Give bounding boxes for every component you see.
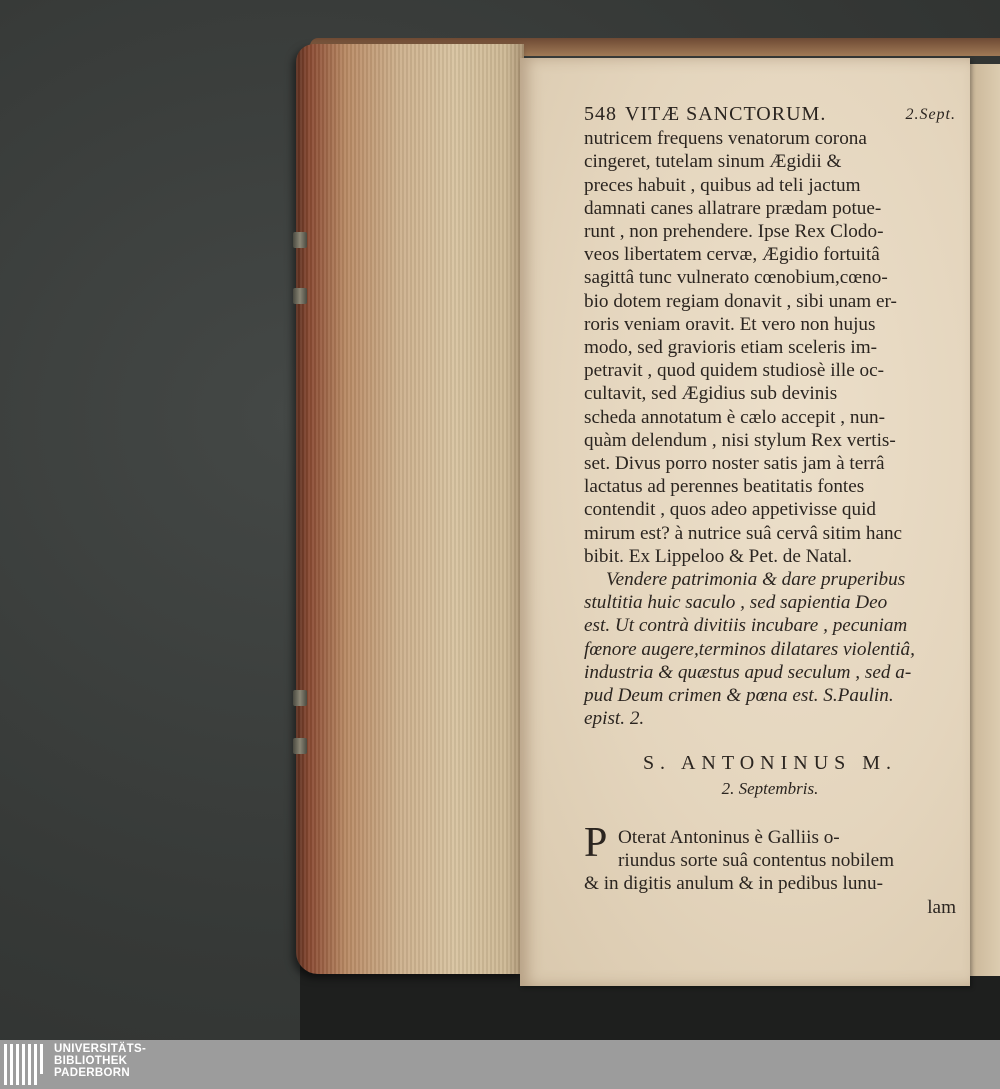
running-header xyxy=(584,103,956,126)
text-line: cultavit, sed Ægidius sub devinis xyxy=(584,383,838,405)
page-number: 548 xyxy=(584,103,617,125)
italic-line: pud Deum crimen & pœna est. S.Paulin. xyxy=(584,685,894,707)
text-line: quàm delendum , nisi stylum Rex vertis- xyxy=(584,429,896,451)
text-line: nutricem frequens venatorum corona xyxy=(584,128,867,150)
text-line: bibit. Ex Lippeloo & Pet. de Natal. xyxy=(584,545,853,567)
text-line: petravit , quod quidem studiosè ille oc- xyxy=(584,360,885,382)
running-title: VITÆ SANCTORUM. xyxy=(625,103,827,125)
text-line: bio dotem regiam donavit , sibi unam er- xyxy=(584,290,897,312)
text-line: sagittâ tunc vulnerato cœnobium,cœno- xyxy=(584,267,888,289)
italic-line: epist. 2. xyxy=(584,708,645,730)
text-line: veos libertatem cervæ, Ægidio fortuitâ xyxy=(584,244,880,266)
clasp-icon xyxy=(293,738,307,754)
text-line: lam xyxy=(927,896,956,918)
text-line: contendit , quos adeo appetivisse quid xyxy=(584,499,877,521)
library-logo-icon xyxy=(4,1044,46,1085)
text-line: mirum est? à nutrice suâ cervâ sitim hanc xyxy=(584,522,903,544)
footer-bar xyxy=(0,1040,1000,1089)
clasp-icon xyxy=(293,232,307,248)
italic-line: stultitia huic saculo , sed sapientia Deo xyxy=(584,592,888,614)
running-date: 2.Sept. xyxy=(905,106,956,123)
section-title: S. ANTONINUS M. xyxy=(642,752,898,775)
text-line: runt , non prehendere. Ipse Rex Clodo- xyxy=(584,221,884,243)
text-line: Oterat Antoninus è Galliis o- xyxy=(618,826,840,848)
library-logo-text: UNIVERSITÄTS- BIBLIOTHEK PADERBORN xyxy=(54,1043,147,1079)
text-line: scheda annotatum è cælo accepit , nun- xyxy=(584,406,886,428)
italic-line: est. Ut contrà divitiis incubare , pecuniam xyxy=(584,615,908,637)
italic-line: fœnore augere,terminos dilatares violentiâ, xyxy=(584,638,915,660)
text-line: damnati canes allatrare prædam potue- xyxy=(584,197,882,219)
text-line: roris veniam oravit. Et vero non hujus xyxy=(584,313,876,335)
italic-line: Vendere patrimonia & dare pruperibus xyxy=(606,569,906,591)
drop-cap: P xyxy=(584,819,608,866)
text-line: preces habuit , quibus ad teli jactum xyxy=(584,174,861,196)
book-page-block xyxy=(296,44,524,974)
text-line: modo, sed gravioris etiam sceleris im- xyxy=(584,337,878,359)
clasp-icon xyxy=(293,288,307,304)
text-line: cingeret, tutelam sinum Ægidii & xyxy=(584,151,842,173)
text-line: riundus sorte suâ contentus nobilem xyxy=(618,850,895,872)
section-date: 2. Septembris. xyxy=(721,778,819,798)
facing-page-edge xyxy=(968,64,1000,976)
text-line: & in digitis anulum & in pedibus lunu- xyxy=(584,873,883,895)
second-paragraph xyxy=(584,819,956,919)
main-paragraph xyxy=(584,127,956,568)
clasp-icon xyxy=(293,690,307,706)
text-line: set. Divus porro noster satis jam à terrâ xyxy=(584,453,885,475)
page-text xyxy=(584,103,956,919)
text-line: lactatus ad perennes beatitatis fontes xyxy=(584,476,865,498)
italic-line: industria & quæstus apud seculum , sed a- xyxy=(584,661,912,683)
quotation-paragraph xyxy=(584,568,956,730)
